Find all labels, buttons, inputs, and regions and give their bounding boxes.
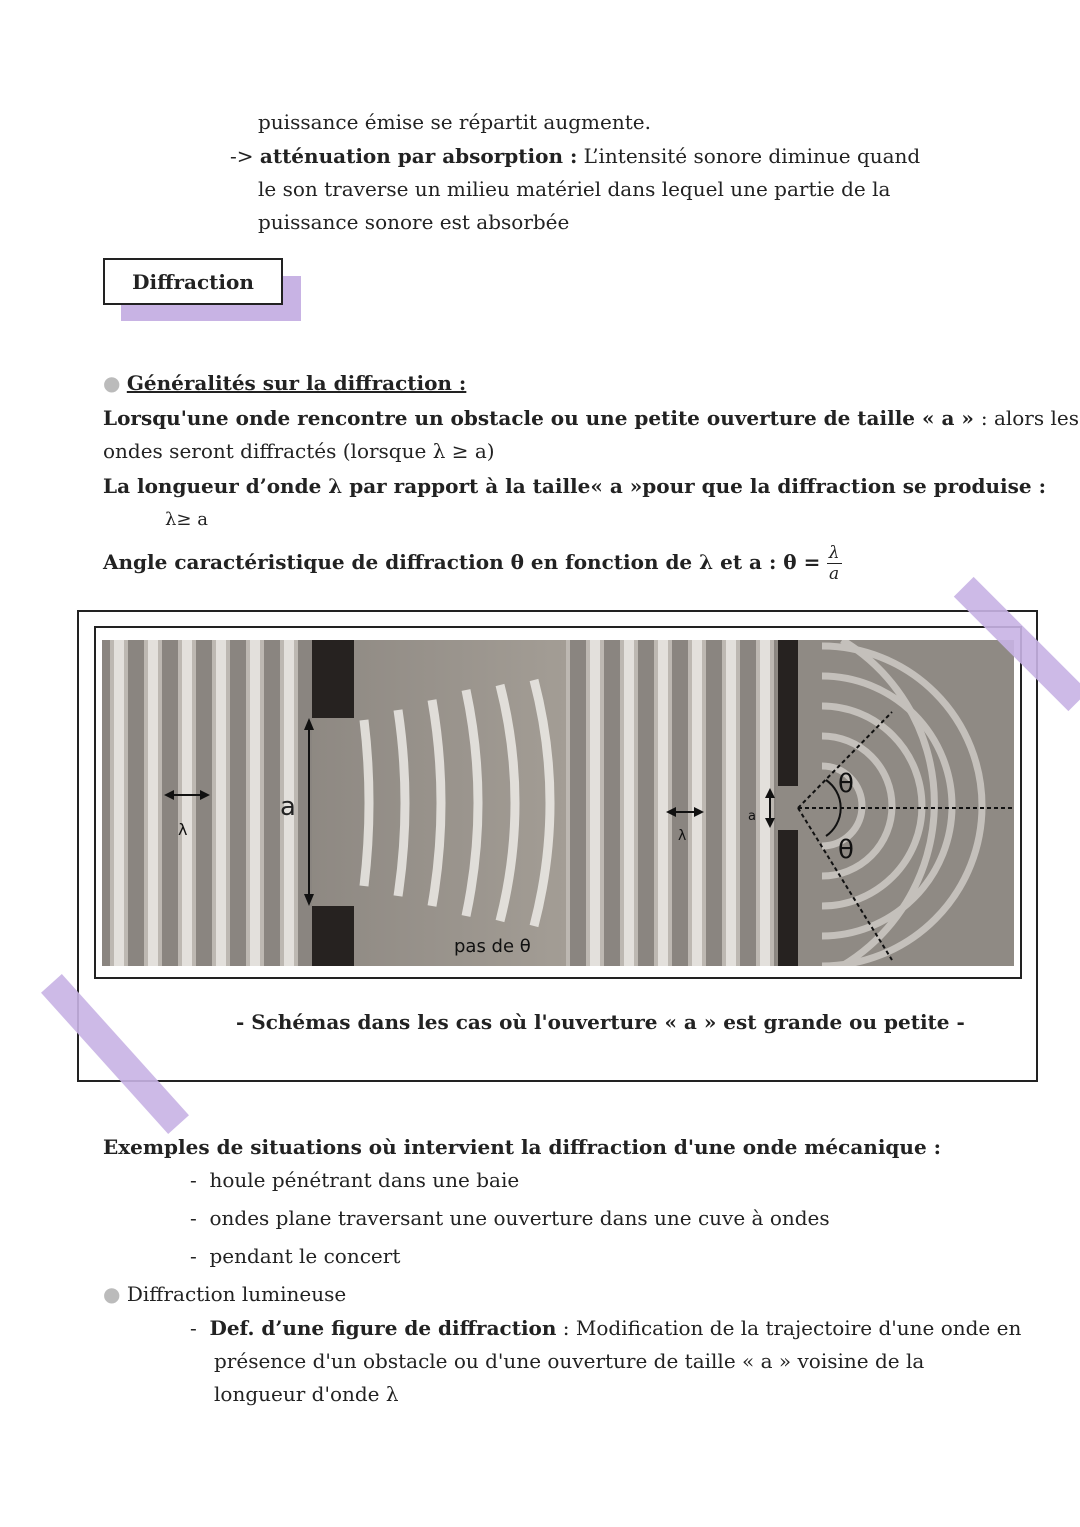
theta-label-top: θ [838,769,854,799]
def-line-2: présence d'un obstacle ou d'une ouverture de taille « a » voisine de la [214,1349,925,1373]
def-line-1 [190,1312,1021,1345]
angle-formula [103,543,842,584]
exemple-item-text: houle pénétrant dans une baie [209,1168,520,1192]
bullet-icon: ● [103,371,121,395]
arrow-icon: -> [230,144,254,168]
absorption-text: L’intensité sonore diminue quand [577,144,921,168]
exemple-item [190,1202,830,1235]
section-heading-diffraction: Diffraction [103,258,283,305]
lambda-label-right: λ [678,828,687,844]
exemple-item [190,1240,400,1273]
generalites-line-1 [103,402,1079,435]
dash-icon: - [190,1244,197,1268]
absorption-label: atténuation par absorption : [259,144,578,168]
theta-label-bottom: θ [838,835,854,865]
intro-line-3: le son traverse un milieu matériel dans lequel une partie de la [258,177,891,201]
exemple-item [190,1164,519,1197]
small-opening-panel [566,640,1014,966]
fraction-numerator: λ [828,543,840,563]
lumineuse-title [103,1278,346,1311]
bullet-icon: ● [103,1282,121,1306]
figure-caption: - Schémas dans les cas où l'ouverture « a » est grande ou petite - [236,1010,965,1034]
generalites-line-1-rest: : alors les [980,406,1079,430]
dash-icon: - [190,1206,197,1230]
def-line-3: longueur d'onde λ [214,1382,399,1406]
generalites-line-4: λ≥ a [165,509,208,530]
angle-text: Angle caractéristique de diffraction θ en fonction de λ et a : θ = [103,550,821,574]
exemple-item-text: pendant le concert [209,1244,401,1268]
lambda-label-left: λ [178,820,188,839]
exemple-item-text: ondes plane traversant une ouverture dans une cuve à ondes [209,1206,830,1230]
lumineuse-title-text: Diffraction lumineuse [126,1282,347,1306]
a-label-left: a [280,792,296,822]
generalites-title [103,367,466,400]
generalites-line-3: La longueur d’onde λ par rapport à la taille« a »pour que la diffraction se produise : [103,474,1046,498]
absorption-line [230,140,920,173]
diffraction-figure [102,640,1014,966]
generalites-line-1-bold: Lorsqu'une onde rencontre un obstacle ou une petite ouverture de taille « a » [103,406,981,430]
intro-line-1: puissance émise se répartit augmente. [258,110,651,134]
def-label: Def. d’une figure de diffraction [209,1316,557,1340]
a-label-right: a [748,809,756,824]
dash-icon: - [190,1168,197,1192]
exemples-title: Exemples de situations où intervient la diffraction d'une onde mécanique : [103,1135,942,1159]
intro-line-4: puissance sonore est absorbée [258,210,570,234]
large-opening-panel [102,640,566,966]
fraction-denominator: a [829,564,840,584]
lambda-over-a-fraction [827,543,842,584]
pas-de-theta-label: pas de θ [454,936,531,957]
dash-icon: - [190,1316,197,1340]
def-text-1: : Modification de la trajectoire d'une onde en [556,1316,1022,1340]
generalites-line-2: ondes seront diffractés (lorsque λ ≥ a) [103,439,495,463]
generalites-title-text: Généralités sur la diffraction : [126,371,467,395]
